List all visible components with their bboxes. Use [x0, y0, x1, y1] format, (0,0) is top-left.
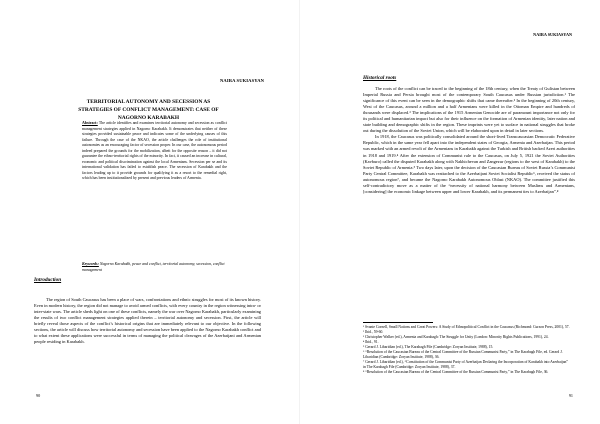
abstract-text: The article identifies and examines territorial autonomy and secession as conflict management strategies applied in Nagorno Karabakh. It demonstrates that neither of these strategies provided sustainable peace and indicates some of the underlying causes of this failure. Through the case of the NKAO, the article challenges the role of institutional autonomies as an encouraging factor of secession proper. In our case, the autonomous period indeed prepared the grounds for the mobilization, albeit for the opposite reason – it did not guarantee the ethno-territorial rights of the minority. In fact, it caused an increase in cultural, economic and political discrimination against the local Armenians. Secession per se and its international validation has failed to establish peace. The secession of Karabakh and the factors leading up to it provide grounds for qualifying it as a resort to the remedial right, which has been institutionalized by present and previous leaders of Armenia. — [82, 121, 227, 180]
footnote: ⁷ Gerard J. Libaridian (ed.), “Constitution of the Communist Party of Azerbaijan Declaring the Incorporation of Karabakh into Azerbaijan” in The Karabagh File (Cambridge: Zoryan Institute, 1988), 37. — [363, 360, 568, 369]
footnote: ⁶ “Resolution of the Caucasian Bureau of the Central Committee of the Russian Communist Party,” in The Karabagh File, ed. Gerard J. Libaridian (Cambridge: Zoryan Institute, 1988), 36. — [363, 350, 563, 359]
historical-roots-text — [363, 86, 575, 195]
paragraph: The roots of the conflict can be traced to the beginning of the 18th century, when the Treaty of Gulistan between Imperial Russia and Persia brought most of the contemporary South Caucasus under Russian jurisdiction.¹ The significance of this event can be seen in the demographic shifts that came thereafter.² In the beginning of 20th century, West of the Caucasus, around a million and a half Armenians were killed in the Ottoman Empire and hundreds of thousands were displaced.³ The implications of the 1915 Armenian Genocide are of paramount importance not only for its political and humanitarian impact but also for their influence on the formation of Armenian identity, later nation and state building and demographic shifts in the region. These imprints were yet to surface in national struggles that broke out during the dissolution of the Soviet Union, which will be elaborated upon in detail in later sections. — [363, 86, 575, 134]
keywords-label: Keywords: — [82, 262, 99, 266]
footnote: ² Ibid., 59-60. — [363, 330, 384, 334]
page-number-right: 91 — [568, 393, 573, 398]
footnote: ⁵ Gerard J. Libaridian (ed.), The Karabagh File (Cambridge: Zoryan Institute, 1988), 15. — [363, 345, 494, 349]
historical-roots-heading: Historical roots — [363, 75, 397, 81]
introduction-text: The region of South Caucasus has been a place of wars, confrontations and ethnic struggles for most of its known history. Even in modern history, the region did not manage to avoid armed conflicts, with every country in the region witnessing intra- or inter-state wars. The article sheds light on one of these conflicts, namely the war over Nagorno Karabakh, particularly examining the results of two conflict management strategies applied therein – territorial autonomy and secession. First, the article will briefly reveal those aspects of the conflict’s historical origins that are immediately relevant to our objective. In the following sections, the article will discuss how territorial autonomy and secession have been applied to the Nagorno Karabakh conflict and to what extent these applications were successful in terms of managing the political cleavages of the Azerbaijani and Armenian people residing in Karabakh. — [34, 297, 261, 344]
keywords-text: Nagorno Karabakh, peace and conflict, territorial autonomy, secession, conflict management — [82, 262, 225, 272]
paragraph: In 1918, the Caucasus was politically consolidated around the short-lived Transcaucasian Democratic Federative Republic, which in the same year fell apart into the independent states of Georgia, Armenia and Azerbaijan. This period was marked with an armed revolt of the Armenians in Karabakh against the Turkish and British backed Azeri authorities in 1918 and 1919.⁴ After the extension of Communist rule to the Caucasus, on July 5, 1921 the Soviet Authorities (Kavburo) called the disputed Karabakh along with Nakhichevan and Zangezur (regions to the west of Karabakh) to the Soviet Republic of Armenia.⁵ Two days later, upon the decision of the Caucasian Bureau of Soviet Russia’s Communist Party Central Committee, Karabakh was reattached to the Azerbaijani Soviet Socialist Republic⁶, received the status of autonomous region⁷, and became the Nagorno Karabakh Autonomous Oblast (NKAO). The committee justified this self-contradictory move as a matter of the “necessity of national harmony between Muslims and Armenians, [considering] the economic linkage between upper and lower Karabakh, and its permanent ties to Azerbaijan”.⁸ — [363, 134, 575, 194]
footnote: ⁴ Ibid., 91. — [363, 340, 379, 344]
footnote: ¹ Svante Cornell, Small Nations and Great Powers: A Study of Ethnopolitical Conflict in the Caucasus (Richmond: Curzon Press, 2001), 57. — [363, 325, 570, 329]
footnote-rule — [363, 322, 433, 323]
running-head-author-right: NAIRA SUKIASYAN — [533, 32, 572, 37]
page-number-left: 90 — [36, 393, 41, 398]
running-head-author: NAIRA SUKIASYAN — [220, 78, 265, 83]
right-page — [300, 0, 600, 424]
keywords — [82, 262, 227, 273]
footnote: ³ Christopher Walker (ed.), Armenia and Karabagh: The Struggle for Unity (London: Minority Rights Publications, 1991), 24. — [363, 335, 549, 339]
footnotes — [363, 325, 571, 375]
introduction-heading: Introduction — [34, 277, 62, 283]
abstract — [82, 121, 227, 182]
article-title: TERRITORIAL AUTONOMY AND SECESSION AS STRATEGIES OF CONFLICT MANAGEMENT: CASE OF NAGORNO KARABAKH — [78, 99, 219, 121]
abstract-label: Abstract: — [82, 121, 98, 125]
footnote: ⁸ “Resolution of the Caucasian Bureau of the Central Committee of the Russian Communist Party,” in The Karabagh File, 36. — [363, 370, 549, 374]
